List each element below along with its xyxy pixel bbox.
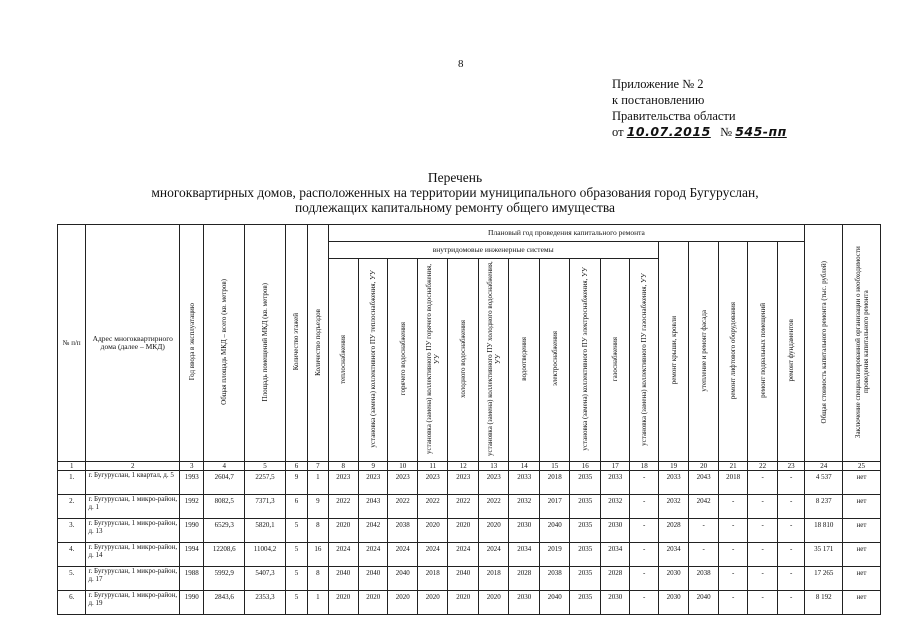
table-cell: 2019 [539, 543, 570, 567]
table-cell: 2034 [509, 543, 540, 567]
column-number: 1 [58, 462, 86, 471]
table-cell: 2020 [417, 591, 448, 615]
title-line-1: Перечень [427, 170, 483, 185]
table-cell: 18 810 [805, 519, 843, 543]
table-cell: 16 [308, 543, 328, 567]
table-cell: 2040 [359, 567, 388, 591]
table-cell: 2020 [448, 519, 479, 543]
table-cell: - [718, 567, 747, 591]
table-cell: 1992 [180, 495, 204, 519]
header-sys-5: холодного водоснабжения [448, 259, 479, 462]
appendix-block [612, 76, 787, 140]
table-cell: 2018 [718, 471, 747, 495]
column-number: 18 [630, 462, 658, 471]
table-cell: - [630, 591, 658, 615]
header-floors: Количество этажей [285, 225, 307, 462]
column-number: 23 [777, 462, 805, 471]
title-line-3: подлежащих капитальному ремонту общего имущества [294, 200, 616, 215]
table-cell: 9 [308, 495, 328, 519]
table-cell: 2030 [658, 567, 689, 591]
table-cell: 2035 [570, 519, 601, 543]
header-row-1 [58, 225, 881, 242]
table-cell: 2022 [448, 495, 479, 519]
table-cell: - [630, 471, 658, 495]
appendix-line-3: Правительства области [612, 109, 736, 123]
table-cell: 2028 [509, 567, 540, 591]
table-cell: 6 [285, 495, 307, 519]
column-number: 16 [570, 462, 601, 471]
table-cell: 2034 [600, 543, 629, 567]
column-number: 4 [204, 462, 245, 471]
handwritten-date: 10.07.2015 [626, 124, 711, 139]
table-cell: 2028 [658, 519, 689, 543]
title-line-2: многоквартирных домов, расположенных на территории муниципального образования город Бугуруслан, [151, 185, 759, 200]
table-cell: 2353,3 [245, 591, 286, 615]
header-entrances: Количество подъездов [308, 225, 328, 462]
header-sys-6: установка (замена) коллективного ПУ холодного водоснабжения, УУ [478, 259, 509, 462]
header-sys-8: электроснабжения [539, 259, 570, 462]
table-cell: 2030 [600, 591, 629, 615]
appendix-line-2: к постановлению [612, 93, 705, 107]
table-cell: 2023 [478, 471, 509, 495]
from-label: от [612, 125, 624, 139]
page-number: 8 [458, 58, 464, 70]
appendix-date-line [612, 124, 787, 140]
table-cell: 2017 [539, 495, 570, 519]
table-cell: 1 [308, 471, 328, 495]
column-number: 7 [308, 462, 328, 471]
table-cell: 8 237 [805, 495, 843, 519]
table-cell: - [689, 519, 718, 543]
table-cell: 2035 [570, 591, 601, 615]
header-sys-1: теплоснабжения [328, 259, 359, 462]
table-cell: 2022 [388, 495, 417, 519]
row-number-cell: 4. [58, 543, 86, 567]
table-cell: 2023 [388, 471, 417, 495]
column-number: 17 [600, 462, 629, 471]
table-cell: 2024 [448, 543, 479, 567]
header-elevator: ремонт лифтового оборудования [718, 242, 747, 462]
table-cell: - [777, 567, 805, 591]
table-cell: 2043 [689, 471, 718, 495]
table-cell: - [777, 519, 805, 543]
table-cell: - [718, 495, 747, 519]
table-cell: 2038 [388, 519, 417, 543]
appendix-line-1: Приложение № 2 [612, 77, 704, 91]
header-sys-9: установка (замена) коллективного ПУ электроснабжения, УУ [570, 259, 601, 462]
row-number-cell: 3. [58, 519, 86, 543]
row-number-cell: 5. [58, 567, 86, 591]
column-number: 5 [245, 462, 286, 471]
table-cell: 35 171 [805, 543, 843, 567]
table-row [58, 591, 881, 615]
table-cell: 2038 [689, 567, 718, 591]
table-row [58, 471, 881, 495]
column-number: 11 [417, 462, 448, 471]
header-sys-4: установка (замена) коллективного ПУ горячего водоснабжения, УУ [417, 259, 448, 462]
table-cell: нет [843, 543, 881, 567]
table-cell: 2023 [448, 471, 479, 495]
table-cell: 5 [285, 567, 307, 591]
header-premises-area: Площадь помещений МКД (кв. метров) [245, 225, 286, 462]
table-cell: 2033 [600, 471, 629, 495]
header-cost: Общая стоимость капитального ремонта (тыс. рублей) [805, 225, 843, 462]
handwritten-number: 545-пп [735, 124, 787, 139]
header-no: № п/п [58, 225, 86, 462]
column-number: 25 [843, 462, 881, 471]
table-cell: 2030 [509, 591, 540, 615]
table-cell: - [748, 567, 777, 591]
table-cell: нет [843, 567, 881, 591]
table-cell: 4 537 [805, 471, 843, 495]
header-sys-11: установка (замена) коллективного ПУ газоснабжения, УУ [630, 259, 658, 462]
table-cell: 2022 [328, 495, 359, 519]
table-cell: 2023 [328, 471, 359, 495]
table-cell: 17 265 [805, 567, 843, 591]
column-number: 10 [388, 462, 417, 471]
table-cell: 2024 [417, 543, 448, 567]
table-cell: - [748, 471, 777, 495]
table-cell: 2020 [448, 591, 479, 615]
table-cell: 2024 [388, 543, 417, 567]
table-cell: 2257,5 [245, 471, 286, 495]
table-cell: 8 [308, 567, 328, 591]
table-cell: - [630, 519, 658, 543]
table-cell: 2032 [658, 495, 689, 519]
column-number: 13 [478, 462, 509, 471]
row-number-cell: 2. [58, 495, 86, 519]
header-basement: ремонт подвальных помещений [748, 242, 777, 462]
table-cell: 2040 [539, 519, 570, 543]
table-cell: 2033 [509, 471, 540, 495]
address-cell: г. Бугуруслан, 1 микро-район, д. 13 [86, 519, 180, 543]
table-cell: 2035 [570, 567, 601, 591]
table-cell: 2040 [539, 591, 570, 615]
header-internal-systems: внутридомовые инженерные системы [328, 242, 658, 259]
row-number-cell: 6. [58, 591, 86, 615]
column-number: 8 [328, 462, 359, 471]
table-row [58, 567, 881, 591]
table-cell: 2032 [600, 495, 629, 519]
table-cell: 2035 [570, 543, 601, 567]
table-cell: 2020 [417, 519, 448, 543]
table-cell: - [630, 567, 658, 591]
table-cell: 1990 [180, 519, 204, 543]
table-cell: 2018 [417, 567, 448, 591]
table-cell: 2033 [658, 471, 689, 495]
address-cell: г. Бугуруслан, 1 микро-район, д. 14 [86, 543, 180, 567]
table-body [58, 471, 881, 615]
column-number: 24 [805, 462, 843, 471]
column-number: 3 [180, 462, 204, 471]
table-cell: 2023 [359, 471, 388, 495]
table-cell: 1993 [180, 471, 204, 495]
header-sys-10: газоснабжения [600, 259, 629, 462]
address-cell: г. Бугуруслан, 1 квартал, д. 5 [86, 471, 180, 495]
table-cell: - [777, 495, 805, 519]
column-number: 19 [658, 462, 689, 471]
table-cell: 2018 [478, 567, 509, 591]
header-year-built: Год ввода в эксплуатацию [180, 225, 204, 462]
table-cell: 2040 [328, 567, 359, 591]
column-number: 2 [86, 462, 180, 471]
table-cell: 5 [285, 591, 307, 615]
table-cell: 2042 [359, 519, 388, 543]
table-cell: 2042 [689, 495, 718, 519]
column-number: 9 [359, 462, 388, 471]
table-cell: 2020 [478, 519, 509, 543]
table-cell: 2035 [570, 471, 601, 495]
table-cell: 2604,7 [204, 471, 245, 495]
table-cell: 2024 [328, 543, 359, 567]
table-cell: 2040 [448, 567, 479, 591]
table-cell: 2843,6 [204, 591, 245, 615]
table-cell: нет [843, 591, 881, 615]
table-cell: 1988 [180, 567, 204, 591]
address-cell: г. Бугуруслан, 1 микро-район, д. 19 [86, 591, 180, 615]
table-cell: 2024 [359, 543, 388, 567]
table-cell: 5 [285, 543, 307, 567]
table-cell: 5 [285, 519, 307, 543]
table-cell: - [777, 471, 805, 495]
table-cell: - [718, 543, 747, 567]
table-cell: - [630, 495, 658, 519]
table-cell: 2023 [417, 471, 448, 495]
address-cell: г. Бугуруслан, 1 микро-район, д. 17 [86, 567, 180, 591]
table-cell: 12208,6 [204, 543, 245, 567]
column-number: 22 [748, 462, 777, 471]
table-cell: 8 192 [805, 591, 843, 615]
table-cell: - [777, 543, 805, 567]
column-number-row [58, 462, 881, 471]
column-number: 12 [448, 462, 479, 471]
header-foundation: ремонт фундаментов [777, 242, 805, 462]
table-cell: - [748, 591, 777, 615]
table-cell: - [777, 591, 805, 615]
column-number: 14 [509, 462, 540, 471]
table-cell: 1990 [180, 591, 204, 615]
header-sys-2: установка (замена) коллективного ПУ теплоснабжения, УУ [359, 259, 388, 462]
table-cell: 2032 [509, 495, 540, 519]
table-cell: - [748, 543, 777, 567]
repair-table [57, 224, 881, 615]
header-conclusion: Заключение специализированной организации о необходимости проведения капитального ремонта [843, 225, 881, 462]
table-cell: нет [843, 495, 881, 519]
number-label: № [720, 125, 733, 139]
table-cell: 2022 [478, 495, 509, 519]
table-cell: 2040 [689, 591, 718, 615]
header-sys-7: водоотведения [509, 259, 540, 462]
column-number: 21 [718, 462, 747, 471]
table-cell: 2028 [600, 567, 629, 591]
table-cell: - [630, 543, 658, 567]
table-cell: 5992,9 [204, 567, 245, 591]
table-cell: 9 [285, 471, 307, 495]
table-cell: 2020 [388, 591, 417, 615]
table-row [58, 543, 881, 567]
table-cell: 2018 [539, 471, 570, 495]
table-cell: 2022 [417, 495, 448, 519]
table-cell: 8 [308, 519, 328, 543]
table-cell: 5407,3 [245, 567, 286, 591]
table-cell: 2020 [359, 591, 388, 615]
row-number-cell: 1. [58, 471, 86, 495]
table-cell: 2038 [539, 567, 570, 591]
table-cell: нет [843, 471, 881, 495]
table-cell: 2020 [328, 519, 359, 543]
header-total-area: Общая площадь МКД – всего (кв. метров) [204, 225, 245, 462]
address-cell: г. Бугуруслан, 1 микро-район, д. 1 [86, 495, 180, 519]
table-cell: 1 [308, 591, 328, 615]
table-cell: 2030 [509, 519, 540, 543]
header-facade: утепление и ремонт фасада [689, 242, 718, 462]
table-cell: 2030 [658, 591, 689, 615]
table-cell: 6529,3 [204, 519, 245, 543]
column-number: 20 [689, 462, 718, 471]
table-cell: 2035 [570, 495, 601, 519]
table-cell: 2020 [478, 591, 509, 615]
table-cell: - [689, 543, 718, 567]
table-cell: 2040 [388, 567, 417, 591]
table-cell: 5820,1 [245, 519, 286, 543]
table-cell: 2034 [658, 543, 689, 567]
table-cell: 11004,2 [245, 543, 286, 567]
table-cell: 8082,5 [204, 495, 245, 519]
header-sys-3: горячего водоснабжения [388, 259, 417, 462]
column-number: 15 [539, 462, 570, 471]
table-cell: - [748, 519, 777, 543]
document-title [60, 170, 850, 215]
table-cell: 2043 [359, 495, 388, 519]
table-cell: нет [843, 519, 881, 543]
table-cell: 7371,3 [245, 495, 286, 519]
column-number: 6 [285, 462, 307, 471]
table-cell: - [748, 495, 777, 519]
table-cell: - [718, 519, 747, 543]
table-cell: 1994 [180, 543, 204, 567]
table-cell: - [718, 591, 747, 615]
table-cell: 2020 [328, 591, 359, 615]
table-row [58, 495, 881, 519]
header-planned-year: Плановый год проведения капитального ремонта [328, 225, 805, 242]
table-row [58, 519, 881, 543]
table-cell: 2030 [600, 519, 629, 543]
header-roof: ремонт крыши, кровли [658, 242, 689, 462]
header-address: Адрес многоквартирного дома (далее – МКД) [86, 225, 180, 462]
table-cell: 2024 [478, 543, 509, 567]
